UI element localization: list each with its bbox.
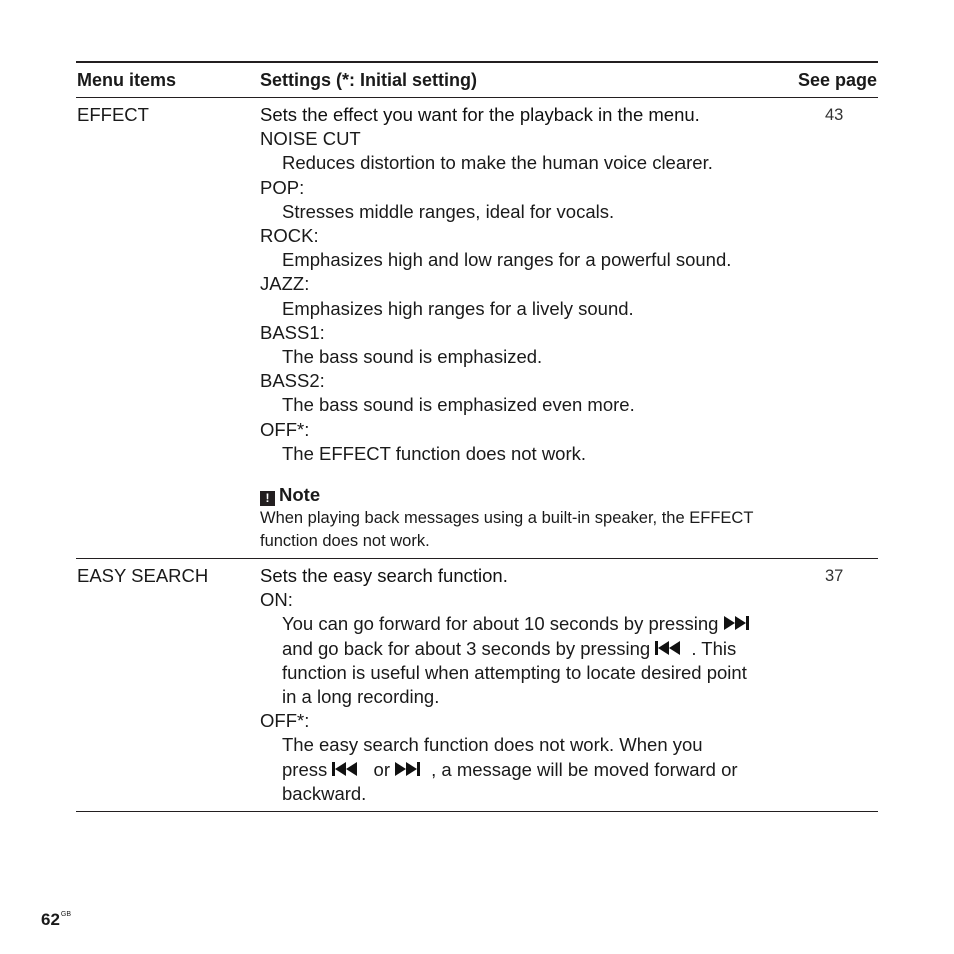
- option-name: ON:: [260, 589, 293, 611]
- on-text: . This: [691, 637, 737, 659]
- effect-settings: [260, 103, 820, 466]
- table-header-rule: [76, 97, 878, 98]
- note-heading: [260, 483, 320, 507]
- option-name: OFF*:: [260, 710, 310, 732]
- on-text: You can go forward for about 10 seconds by pressing: [282, 613, 719, 635]
- option-description: Emphasizes high ranges for a lively sound.: [282, 297, 634, 319]
- option-name: ROCK:: [260, 225, 319, 247]
- off-text: or: [373, 758, 390, 780]
- previous-track-icon: [655, 640, 691, 656]
- previous-track-icon: [332, 761, 368, 777]
- on-text: and go back for about 3 seconds by pressing: [282, 637, 651, 659]
- next-track-icon: [395, 761, 431, 777]
- off-description-line: The easy search function does not work. When you: [282, 734, 703, 756]
- page-number-value: 62: [41, 910, 60, 929]
- on-description-line: [260, 637, 820, 661]
- option-name: JAZZ:: [260, 273, 310, 295]
- see-page-effect: 43: [825, 106, 844, 124]
- option-name: OFF*:: [260, 418, 310, 440]
- effect-lead-text: Sets the effect you want for the playback in the menu.: [260, 104, 700, 125]
- note-body: [260, 507, 820, 553]
- header-see-page: See page: [797, 70, 877, 90]
- note-title: Note: [279, 484, 321, 505]
- easy-search-settings: [260, 564, 820, 806]
- on-description-line: function is useful when attempting to locate desired point: [282, 661, 747, 683]
- option-name: NOISE CUT: [260, 128, 361, 150]
- option-description: Reduces distortion to make the human voice clearer.: [282, 152, 713, 174]
- off-text: press: [282, 758, 328, 780]
- menu-item-effect: EFFECT: [77, 104, 149, 125]
- option-name: BASS2:: [260, 370, 325, 392]
- header-settings: Settings (*: Initial setting): [260, 70, 478, 90]
- option-description: The EFFECT function does not work.: [282, 442, 587, 464]
- note-line: function does not work.: [260, 532, 430, 550]
- note-icon: !: [260, 491, 275, 506]
- region-code: GB: [60, 911, 72, 918]
- off-text: , a message will be moved forward or: [431, 758, 738, 780]
- next-track-icon: [724, 615, 760, 631]
- table-top-rule: [76, 61, 878, 63]
- option-name: POP:: [260, 176, 305, 198]
- easy-search-lead-text: Sets the easy search function.: [260, 565, 508, 586]
- row-divider: [76, 558, 878, 559]
- see-page-easy-search: 37: [825, 567, 844, 585]
- menu-item-easy-search: EASY SEARCH: [77, 565, 209, 586]
- note-line: When playing back messages using a built-in speaker, the EFFECT: [260, 509, 754, 527]
- option-description: The bass sound is emphasized.: [282, 346, 543, 368]
- page-number: [41, 910, 71, 930]
- option-name: BASS1:: [260, 321, 325, 343]
- option-description: Emphasizes high and low ranges for a powerful sound.: [282, 249, 732, 271]
- off-description-line: [260, 758, 820, 782]
- on-description-line: [260, 612, 820, 636]
- option-description: Stresses middle ranges, ideal for vocals.: [282, 200, 615, 222]
- table-bottom-rule: [76, 811, 878, 812]
- option-description: The bass sound is emphasized even more.: [282, 394, 635, 416]
- off-description-line: backward.: [282, 782, 367, 804]
- on-description-line: in a long recording.: [282, 686, 440, 708]
- header-menu-items: Menu items: [77, 70, 177, 90]
